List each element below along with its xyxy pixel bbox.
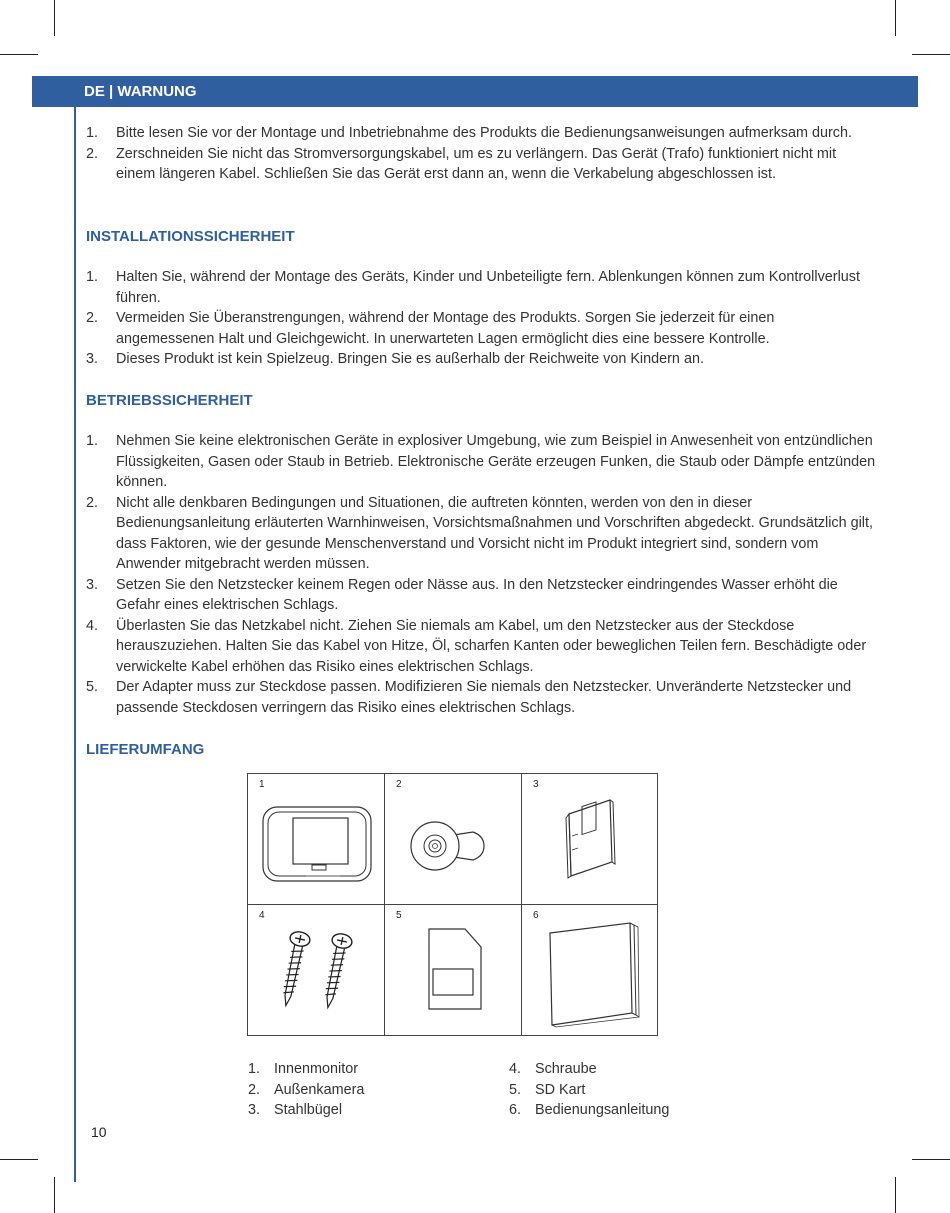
steel-bracket-icon — [522, 774, 657, 905]
crop-mark — [54, 0, 55, 36]
contents-grid — [247, 773, 658, 1036]
list-item: 2. Vermeiden Sie Überanstrengungen, während der Montage des Produkts. Sorgen Sie jederzeit für einen angemessenen Halt und Gleichgewicht. In unerwarteten Lagen ermöglicht dies eine bessere Kontrolle. — [86, 310, 775, 347]
banner-title: DE | WARNUNG — [84, 83, 197, 100]
list-item: 6. Bedienungsanleitung — [509, 1102, 670, 1118]
list-item: 2. Nicht alle denkbaren Bedingungen und Situationen, die auftreten könnten, werden von den in dieser Bedienungsanleitung erläuterten Warnhinweisen, Vorsichtsmaßnahmen und Vorschriften abgedeckt. Grundsätzlich gilt, dass Faktoren, wie der gesunde Menschenverstand und Vorsicht nicht im Produkt integriert sind, sondern vom Anwender mitgebracht werden müssen. — [86, 494, 874, 572]
section-title-operation: BETRIEBSSICHERHEIT — [86, 392, 253, 409]
sd-card-icon — [385, 905, 522, 1035]
warning-banner — [32, 76, 918, 107]
list-item: 3. Setzen Sie den Netzstecker keinem Regen oder Nässe aus. In den Netzstecker eindringendes Wasser erhöht die Gefahr eines elektrischen Schlags. — [86, 576, 838, 613]
crop-mark — [912, 1159, 950, 1160]
contents-cell-sdcard: 5 — [385, 905, 522, 1035]
side-rule — [74, 76, 76, 1182]
list-item: 4. Überlasten Sie das Netzkabel nicht. Ziehen Sie niemals am Kabel, um den Netzstecker aus der Steckdose herauszuziehen. Halten Sie das Kabel von Hitze, Öl, scharfen Kanten oder beweglichen Teilen fern. Beschädigte oder verwickelte Kabel erhöhen das Risiko eines elektrischen Schlags. — [86, 617, 867, 675]
section-title-contents: LIEFERUMFANG — [86, 741, 205, 758]
list-item: 5. SD Kart — [509, 1081, 586, 1098]
page-number: 10 — [91, 1124, 107, 1140]
contents-cell-camera: 2 — [385, 774, 522, 905]
crop-mark — [0, 1159, 38, 1160]
contents-legend-left — [248, 1059, 364, 1121]
contents-cell-screws: 4 — [248, 905, 385, 1035]
crop-mark — [912, 54, 950, 55]
contents-legend-right — [509, 1059, 669, 1121]
warning-list — [86, 123, 876, 185]
list-item: 4. Schraube — [509, 1061, 597, 1077]
list-item: 2. Zerschneiden Sie nicht das Stromversorgungskabel, um es zu verlängern. Das Gerät (Trafo) funktioniert nicht mit einem längeren Kabel. Schließen Sie das Gerät erst dann an, wenn die Verkabelung abgeschlossen ist. — [86, 145, 837, 182]
list-item: 3. Dieses Produkt ist kein Spielzeug. Bringen Sie es außerhalb der Reichweite von Kindern an. — [86, 351, 704, 367]
list-item: 3. Stahlbügel — [248, 1102, 343, 1118]
list-item: 1. Innenmonitor — [248, 1061, 358, 1077]
manual-icon — [522, 905, 657, 1035]
list-item: 1. Bitte lesen Sie vor der Montage und Inbetriebnahme des Produkts die Bedienungsanweisungen aufmerksam durch. — [86, 125, 852, 141]
indoor-monitor-icon — [248, 774, 385, 905]
crop-mark — [0, 54, 38, 55]
list-item: 5. Der Adapter muss zur Steckdose passen. Modifizieren Sie niemals den Netzstecker. Unveränderte Netzstecker und passende Steckdosen verringern das Risiko eines elektrischen Schlags. — [86, 679, 852, 716]
crop-mark — [54, 1177, 55, 1213]
crop-mark — [895, 1177, 896, 1213]
contents-cell-bracket: 3 — [522, 774, 657, 905]
list-item: 1. Halten Sie, während der Montage des Geräts, Kinder und Unbeteiligte fern. Ablenkungen können zum Kontrollverlust führen. — [86, 269, 860, 306]
outdoor-camera-icon — [385, 774, 522, 905]
contents-cell-manual: 6 — [522, 905, 657, 1035]
installation-list — [86, 267, 876, 370]
screw-icon — [248, 905, 385, 1035]
crop-mark — [895, 0, 896, 36]
list-item: 1. Nehmen Sie keine elektronischen Geräte in explosiver Umgebung, wie zum Beispiel in Anwesenheit von entzündlichen Flüssigkeiten, Gasen oder Staub in Betrieb. Elektronische Geräte erzeugen Funken, die Staub oder Dämpfe entzünden können. — [86, 433, 876, 490]
section-title-installation: INSTALLATIONSSICHERHEIT — [86, 228, 295, 245]
list-item: 2. Außenkamera — [248, 1081, 365, 1098]
operation-list — [86, 431, 876, 718]
contents-cell-monitor: 1 — [248, 774, 385, 905]
